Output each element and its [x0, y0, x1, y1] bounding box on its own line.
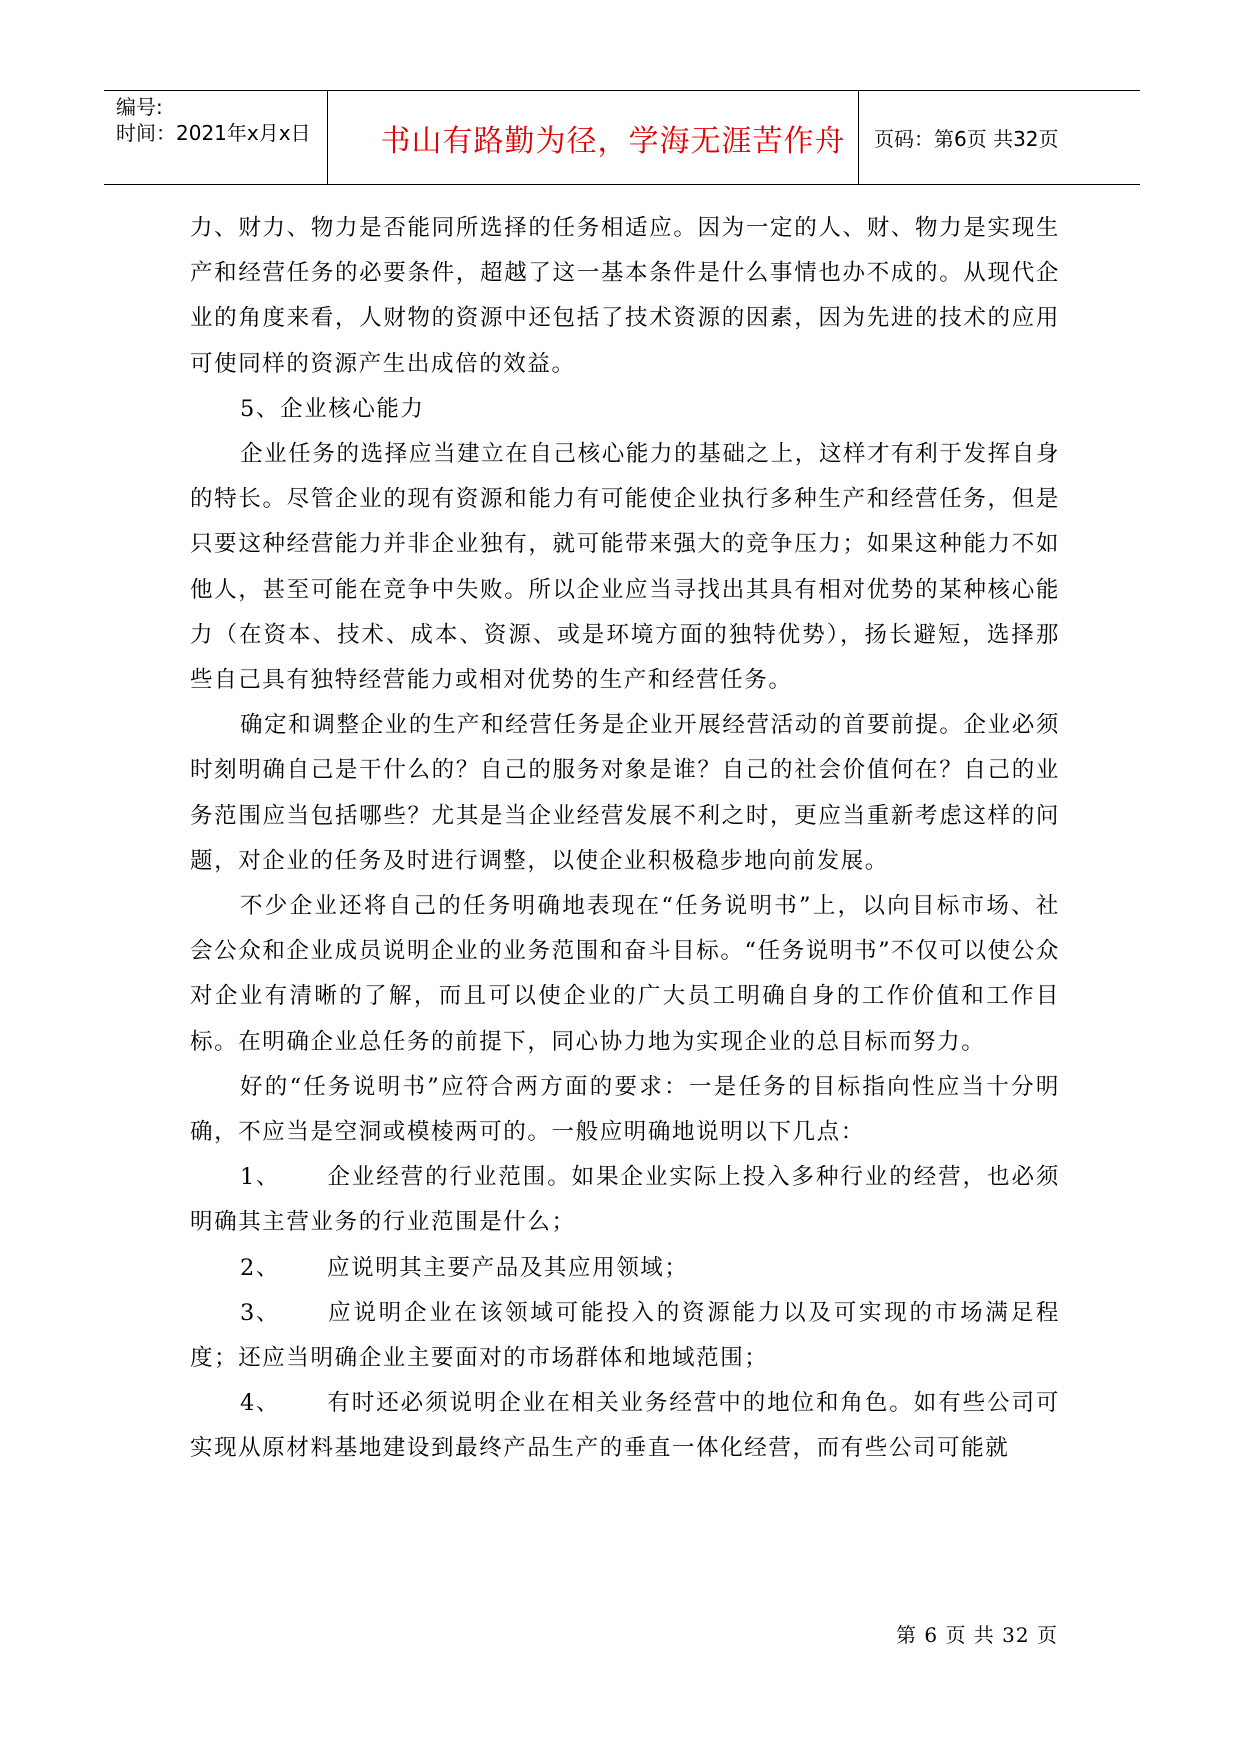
document-time-label: 时间：2021年x月x日: [116, 121, 311, 145]
list-item-text: 应说明企业在该领域可能投入的资源能力以及可实现的市场满足程度；还应当明确企业主要面对的市场群体和地域范围；: [190, 1299, 1060, 1372]
header-divider-left: [327, 91, 328, 184]
paragraph-continuation: 力、财力、物力是否能同所选择的任务相适应。因为一定的人、财、物力是实现生产和经营任务的必要条件，超越了这一基本条件是什么事情也办不成的。从现代企业的角度来看，人财物的资源中还包括了技术资源的因素，因为先进的技术的应用可使同样的资源产生出成倍的效益。: [190, 215, 1060, 377]
page-header: [104, 90, 1140, 185]
list-item-number: 1、: [240, 1164, 281, 1191]
paragraph: 好的“任务说明书”应符合两方面的要求：一是任务的目标指向性应当十分明确，不应当是空洞或模棱两可的。一般应明确地说明以下几点：: [190, 1073, 1060, 1146]
list-item-number: 4、: [240, 1390, 281, 1417]
list-item: [190, 1291, 1060, 1381]
header-divider-right: [858, 91, 859, 184]
list-item-number: 3、: [240, 1299, 281, 1326]
page-footer: 第 6 页 共 32 页: [896, 1623, 1058, 1647]
section-heading: 5、企业核心能力: [240, 395, 425, 422]
list-item: [190, 1246, 1060, 1291]
list-item: [190, 1381, 1060, 1471]
header-motto: 书山有路勤为径，学海无涯苦作舟: [380, 123, 846, 159]
paragraph: 不少企业还将自己的任务明确地表现在“任务说明书”上，以向目标市场、社会公众和企业成员说明企业的业务范围和奋斗目标。“任务说明书”不仅可以使公众对企业有清晰的了解，而且可以使企业的广大员工明确自身的工作价值和工作目标。在明确企业总任务的前提下，同心协力地为实现企业的总目标而努力。: [190, 893, 1060, 1055]
paragraph: 确定和调整企业的生产和经营任务是企业开展经营活动的首要前提。企业必须时刻明确自己是干什么的？自己的服务对象是谁？自己的社会价值何在？自己的业务范围应当包括哪些？尤其是当企业经营发展不利之时，更应当重新考虑这样的问题，对企业的任务及时进行调整，以使企业积极稳步地向前发展。: [190, 712, 1060, 874]
list-item: [190, 1155, 1060, 1245]
header-page-info: 页码：第6页 共32页: [874, 127, 1059, 151]
document-number-label: 编号:: [116, 95, 163, 119]
header-meta: [116, 94, 311, 146]
document-body: [190, 206, 1060, 1472]
list-item-text: 企业经营的行业范围。如果企业实际上投入多种行业的经营，也必须明确其主营业务的行业范围是什么；: [190, 1164, 1060, 1236]
list-item-text: 有时还必须说明企业在相关业务经营中的地位和角色。如有些公司可实现从原材料基地建设到最终产品生产的垂直一体化经营，而有些公司可能就: [190, 1390, 1060, 1462]
list-item-number: 2、: [240, 1254, 281, 1281]
list-item-text: 应说明其主要产品及其应用领域；: [327, 1254, 689, 1281]
paragraph: 企业任务的选择应当建立在自己核心能力的基础之上，这样才有利于发挥自身的特长。尽管企业的现有资源和能力有可能使企业执行多种生产和经营任务，但是只要这种经营能力并非企业独有，就可能带来强大的竞争压力；如果这种能力不如他人，甚至可能在竞争中失败。所以企业应当寻找出其具有相对优势的某种核心能力（在资本、技术、成本、资源、或是环境方面的独特优势），扬长避短，选择那些自己具有独特经营能力或相对优势的生产和经营任务。: [190, 441, 1060, 694]
